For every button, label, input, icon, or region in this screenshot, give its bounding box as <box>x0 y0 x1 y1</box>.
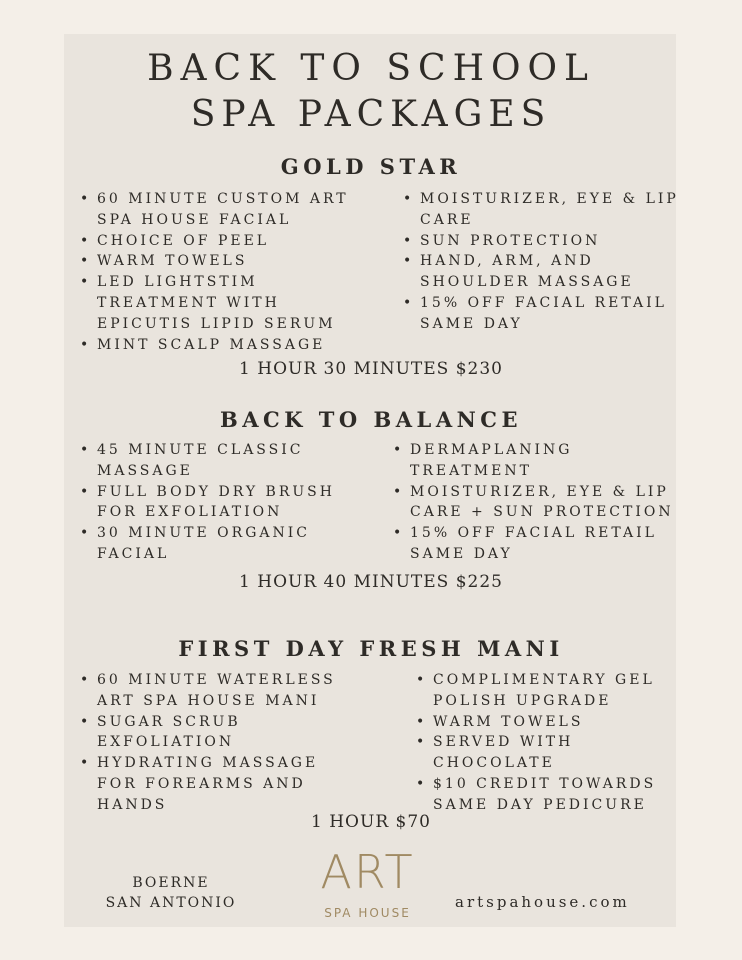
gold-star-duration-price: 1 HOUR 30 MINUTES $230 <box>239 359 503 379</box>
logo-subtitle: SPA HOUSE <box>324 906 411 920</box>
list-item: • 30 MINUTE ORGANIC FACIAL <box>80 523 335 565</box>
package-title-gold-star: GOLD STAR <box>280 154 462 179</box>
title-line-1: BACK TO SCHOOL <box>147 48 595 89</box>
back-to-balance-duration-price: 1 HOUR 40 MINUTES $225 <box>239 572 503 592</box>
list-item: • MINT SCALP MASSAGE <box>80 335 349 356</box>
gold-star-left-list <box>80 189 349 355</box>
list-item: • COMPLIMENTARY GEL POLISH UPGRADE <box>416 670 656 712</box>
fresh-mani-right-list <box>416 670 656 816</box>
list-item: • WARM TOWELS <box>80 251 349 272</box>
art-logo: ART <box>320 845 415 899</box>
title-line-2: SPA PACKAGES <box>190 94 552 135</box>
list-item: • $10 CREDIT TOWARDS SAME DAY PEDICURE <box>416 774 656 816</box>
fresh-mani-left-list <box>80 670 336 816</box>
package-title-first-day-fresh-mani: FIRST DAY FRESH MANI <box>178 636 564 661</box>
list-item: • CHOICE OF PEEL <box>80 231 349 252</box>
list-item: • LED LIGHTSTIM TREATMENT WITH EPICUTIS LIPID SERUM <box>80 272 349 334</box>
list-item: • HAND, ARM, AND SHOULDER MASSAGE <box>403 251 679 293</box>
list-item: • 45 MINUTE CLASSIC MASSAGE <box>80 440 335 482</box>
location-san-antonio: SAN ANTONIO <box>105 895 237 911</box>
list-item: • 15% OFF FACIAL RETAIL SAME DAY <box>403 293 679 335</box>
fresh-mani-duration-price: 1 HOUR $70 <box>311 812 431 832</box>
list-item: • SERVED WITH CHOCOLATE <box>416 732 656 774</box>
back-to-balance-left-list <box>80 440 335 565</box>
gold-star-right-list <box>403 189 679 335</box>
location-boerne: BOERNE <box>132 875 210 891</box>
list-item: • MOISTURIZER, EYE & LIP CARE + SUN PROTECTION <box>393 482 674 524</box>
back-to-balance-right-list <box>393 440 674 565</box>
list-item: • FULL BODY DRY BRUSH FOR EXFOLIATION <box>80 482 335 524</box>
list-item: • HYDRATING MASSAGE FOR FOREARMS AND HANDS <box>80 753 336 815</box>
list-item: • MOISTURIZER, EYE & LIP CARE <box>403 189 679 231</box>
list-item: • WARM TOWELS <box>416 712 656 733</box>
list-item: • SUGAR SCRUB EXFOLIATION <box>80 712 336 754</box>
website-link[interactable]: artspahouse.com <box>455 893 630 911</box>
list-item: • 15% OFF FACIAL RETAIL SAME DAY <box>393 523 674 565</box>
list-item: • DERMAPLANING TREATMENT <box>393 440 674 482</box>
list-item: • SUN PROTECTION <box>403 231 679 252</box>
list-item: • 60 MINUTE WATERLESS ART SPA HOUSE MANI <box>80 670 336 712</box>
package-title-back-to-balance: BACK TO BALANCE <box>219 407 523 432</box>
list-item: • 60 MINUTE CUSTOM ART SPA HOUSE FACIAL <box>80 189 349 231</box>
